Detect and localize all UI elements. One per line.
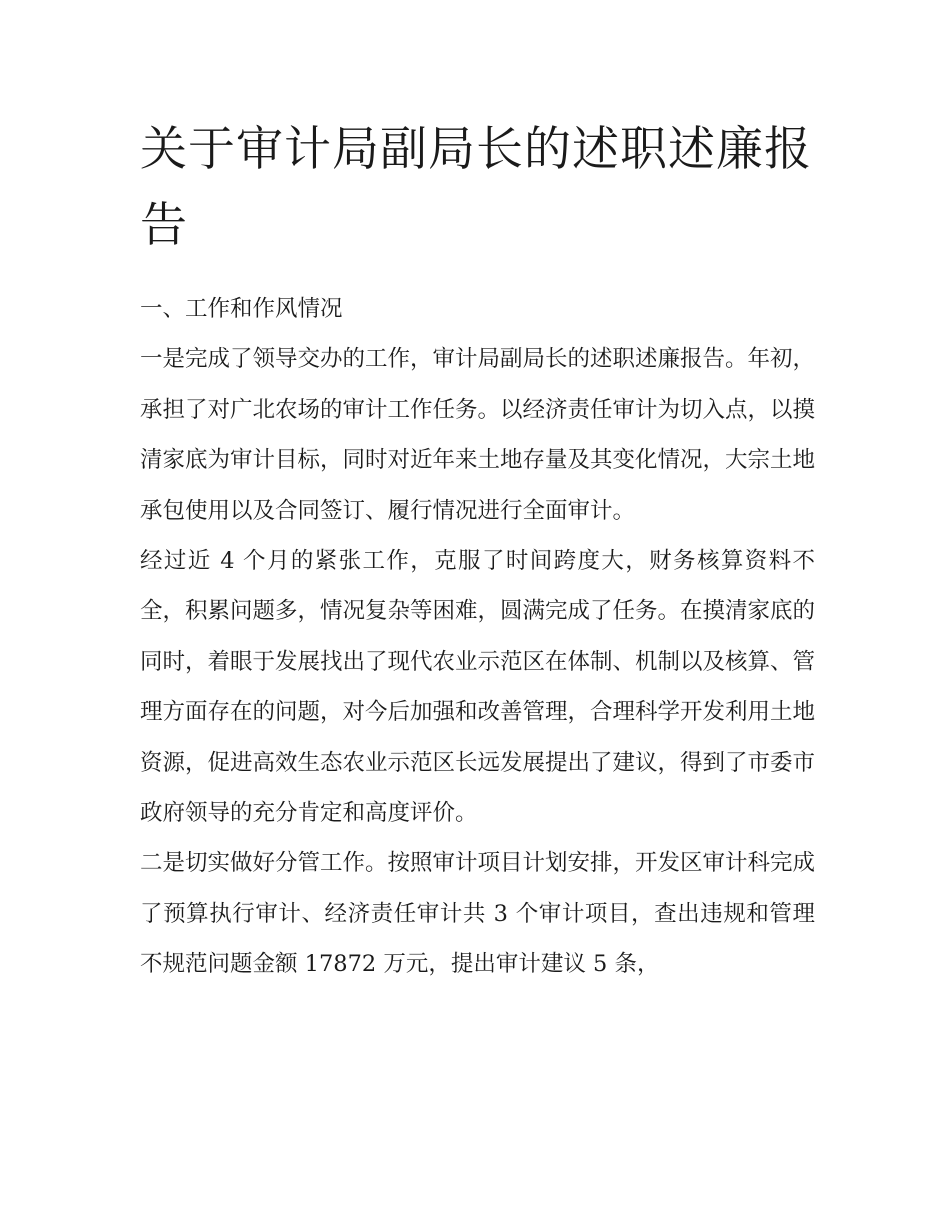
- document-body: [140, 112, 815, 990]
- paragraph-3: 二是切实做好分管工作。按照审计项目计划安排，开发区审计科完成了预算执行审计、经济责任审计共 3 个审计项目，查出违规和管理不规范问题金额 17872 万元，提出审计建议 5 条，: [140, 850, 816, 978]
- section-heading: 一、工作和作风情况: [140, 296, 343, 322]
- paragraph-1: 一是完成了领导交办的工作，审计局副局长的述职述廉报告。年初，承担了对广北农场的审计工作任务。以经济责任审计为切入点，以摸清家底为审计目标，同时对近年来土地存量及其变化情况，大宗土地承包使用以及合同签订、履行情况进行全面审计。: [140, 346, 816, 524]
- document-title: 关于审计局副局长的述职述廉报告: [140, 122, 812, 253]
- paragraph-2: 经过近 4 个月的紧张工作，克服了时间跨度大，财务核算资料不全，积累问题多，情况复杂等困难，圆满完成了任务。在摸清家底的同时，着眼于发展找出了现代农业示范区在体制、机制以及核算、管理方面存在的问题，对今后加强和改善管理，合理科学开发利用土地资源，促进高效生态农业示范区长远发展提出了建议，得到了市委市政府领导的充分肯定和高度评价。: [140, 548, 816, 827]
